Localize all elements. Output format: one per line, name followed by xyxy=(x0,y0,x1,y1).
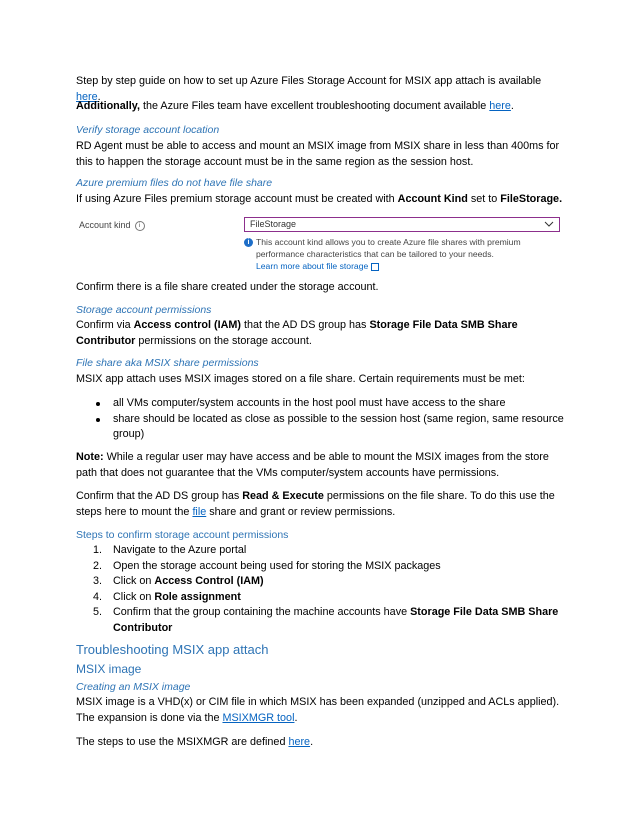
learn-more-text: Learn more about file storage xyxy=(256,261,369,271)
account-kind-note-text xyxy=(256,236,564,272)
premium-body-pre: If using Azure Files premium storage account must be created with xyxy=(76,193,398,205)
confirm-group-mid: permissions on the file share. To do this use the steps here to mount the xyxy=(76,490,555,518)
note-text: While a regular user may have access and be able to mount the MSIX images from the store path that does not guarantee that the VMs computer/system accounts have permissions. xyxy=(76,451,549,479)
step-text: Open the storage account being used for storing the MSIX packages xyxy=(113,559,441,572)
iam-bold: Access control (IAM) xyxy=(133,319,241,331)
storage-permissions-body xyxy=(76,318,566,349)
msixmgr-steps-pre: The steps to use the MSIXMGR are defined xyxy=(76,736,289,748)
smb-contributor-bold: Storage File Data SMB Share Contributor xyxy=(76,319,518,347)
verify-location-heading: Verify storage account location xyxy=(76,124,220,136)
msixmgr-steps-post: . xyxy=(310,736,314,748)
info-filled-icon: i xyxy=(244,238,253,247)
premium-files-body xyxy=(76,192,566,208)
step-text: Click on xyxy=(113,575,155,587)
msix-body-post: . xyxy=(294,711,298,724)
additionally-bold: Additionally, xyxy=(76,100,140,112)
account-kind-select[interactable] xyxy=(244,217,560,232)
account-kind-label-text: Account kind xyxy=(79,220,131,230)
step-bold: Storage File Data SMB Share Contributor xyxy=(113,606,559,634)
step-text: Navigate to the Azure portal xyxy=(113,544,247,556)
troubleshooting-heading: Troubleshooting MSIX app attach xyxy=(76,642,269,657)
verify-location-body: RD Agent must be able to access and mount an MSIX image from MSIX share in less than 400ms for this to happen the storage account must be in the same region as the session host. xyxy=(76,140,560,168)
step-number: 2. xyxy=(93,559,103,572)
list-item xyxy=(76,559,566,575)
msixmgr-steps-paragraph xyxy=(76,735,566,751)
intro-line-1: Step by step guide on how to set up Azure Files Storage Account for MSIX app attach is available here. xyxy=(76,75,542,103)
list-item xyxy=(76,543,566,559)
perm-post: permissions on the storage account. xyxy=(135,334,312,347)
note-label: Note: xyxy=(76,451,104,463)
step-number: 3. xyxy=(93,575,103,587)
info-icon[interactable]: i xyxy=(135,221,145,231)
steps-heading: Steps to confirm storage account permissions xyxy=(76,529,289,541)
steps-list xyxy=(76,543,566,636)
premium-body-mid: set to xyxy=(467,193,501,205)
account-kind-label xyxy=(79,220,145,231)
step-number: 1. xyxy=(93,544,103,556)
msixmgr-tool-link[interactable]: MSIXMGR tool xyxy=(222,711,295,724)
confirm-group-post: share and grant or review permissions. xyxy=(206,505,396,518)
list-item xyxy=(76,396,566,412)
perm-pre: Confirm via xyxy=(76,319,134,331)
list-item xyxy=(76,590,566,606)
file-share-link[interactable]: file xyxy=(192,505,207,518)
step-bold: Access Control (IAM) xyxy=(154,575,264,587)
list-item xyxy=(76,574,566,590)
bullet-text: all VMs computer/system accounts in the host pool must have access to the share xyxy=(113,397,506,409)
intro-line-2-text: the Azure Files team have excellent troubleshooting document available xyxy=(139,100,490,112)
list-item xyxy=(76,412,566,443)
perm-mid: that the AD DS group has xyxy=(241,319,370,331)
intro-line-2: Additionally, the Azure Files team have excellent troubleshooting document available here. xyxy=(76,100,514,112)
step-text: Click on xyxy=(113,590,155,603)
creating-msix-image-heading: Creating an MSIX image xyxy=(76,681,191,693)
list-item xyxy=(76,605,566,636)
msix-body-pre: MSIX image is a VHD(x) or CIM file in which MSIX has been expanded (unzipped and ACLs applied). The expansion is done via the xyxy=(76,696,560,724)
note-paragraph xyxy=(76,450,566,481)
read-execute-bold: Read & Execute xyxy=(242,490,324,502)
setup-guide-link[interactable]: here xyxy=(76,90,98,103)
step-text: Confirm that the group containing the machine accounts have xyxy=(113,606,411,618)
confirm-group-paragraph xyxy=(76,489,566,520)
troubleshooting-doc-link[interactable]: here xyxy=(489,100,511,112)
filestorage-bold: FileStorage. xyxy=(500,193,563,205)
msixmgr-steps-link[interactable]: here xyxy=(288,736,311,748)
confirm-group-pre: Confirm that the AD DS group has xyxy=(76,490,243,502)
msix-image-body xyxy=(76,695,566,726)
msix-image-heading: MSIX image xyxy=(76,662,142,676)
confirm-share-text: Confirm there is a file share created under the storage account. xyxy=(76,281,379,293)
bullet-text: share should be located as close as possible to the session host (same region, same resource group) xyxy=(113,412,564,440)
account-kind-note-body: This account kind allows you to create Azure file shares with premium performance characteristics that can be tailored to your needs. xyxy=(256,237,521,259)
step-number: 4. xyxy=(93,590,103,603)
share-permissions-heading: File share aka MSIX share permissions xyxy=(76,357,259,369)
account-kind-note xyxy=(244,236,564,272)
storage-permissions-heading: Storage account permissions xyxy=(76,304,212,316)
premium-files-heading: Azure premium files do not have file share xyxy=(76,177,273,189)
bullet-icon xyxy=(96,402,100,406)
step-number: 5. xyxy=(93,606,103,618)
chevron-down-icon xyxy=(544,219,554,229)
share-requirements-list xyxy=(76,396,566,443)
external-link-icon xyxy=(371,263,379,271)
bullet-icon xyxy=(96,418,100,422)
learn-more-file-storage-link[interactable] xyxy=(256,261,379,271)
account-kind-bold: Account Kind xyxy=(397,193,468,205)
share-permissions-body: MSIX app attach uses MSIX images stored on a file share. Certain requirements must be met: xyxy=(76,373,525,385)
step-bold: Role assignment xyxy=(154,590,241,603)
account-kind-selected-value: FileStorage xyxy=(250,219,297,229)
intro-line-1-text: Step by step guide on how to set up Azure Files Storage Account for MSIX app attach is available xyxy=(76,75,542,87)
